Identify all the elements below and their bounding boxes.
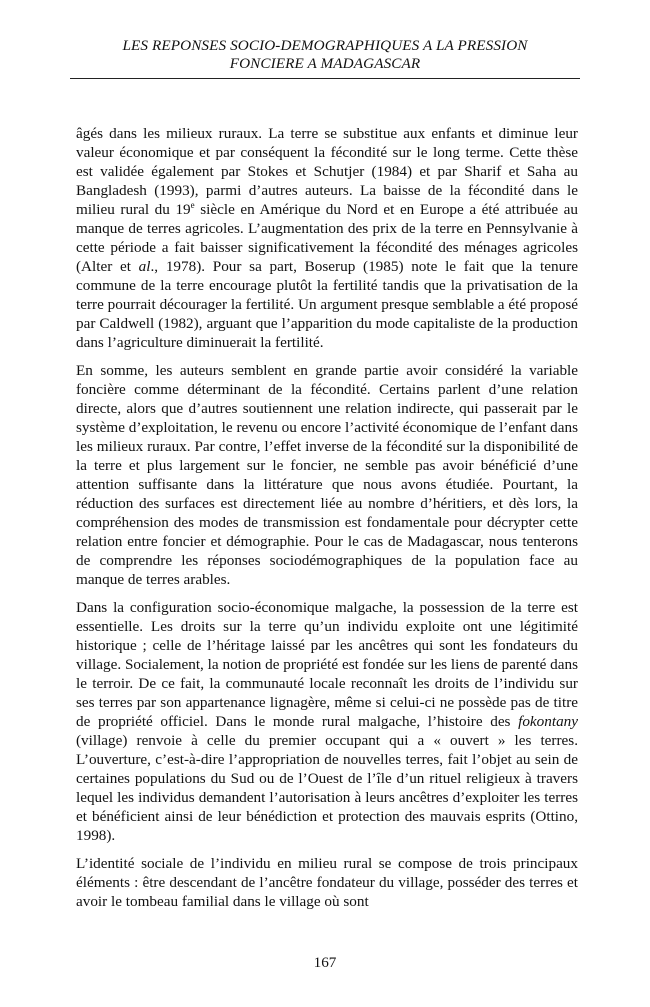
fokontany-italic: fokontany xyxy=(518,713,578,730)
paragraph-1-part-b: siècle en Amérique du Nord et en Europe a été attribuée au manque de terres agricoles. L’augmentation des prix de la terre en Pennsylvanie à cette période a fait baisser significativement la fécondité des ménages agricoles (Alter et xyxy=(76,201,578,275)
header-divider xyxy=(70,78,580,79)
paragraph-1-part-a: âgés dans les milieux ruraux. La terre se substitue aux enfants et diminue leur valeur économique et par conséquent la fécondité sur le long terme. Cette thèse est validée également par Stokes et Schutjer (1984) et par Sharif et Saha au Bangladesh (1993), parmi d’autres auteurs. La baisse de la fécondité dans le milieu rural du 19 xyxy=(76,125,578,218)
running-header-line-2: FONCIERE A MADAGASCAR xyxy=(229,55,421,72)
et-al-italic: al xyxy=(138,258,151,275)
paragraph-1-part-c: ., 1978). Pour sa part, Boserup (1985) note le fait que la tenure commune de la terre encourage plutôt la fertilité tandis que la privatisation de la terre pourrait décourager la fertilité. Un argument presque semblable a été proposé par Caldwell (1982), arguant que l’apparition du mode capitaliste de la production dans l’agriculture diminuerait la fertilité. xyxy=(76,258,578,351)
century-superscript: e xyxy=(190,200,195,210)
paragraph-3-part-a: Dans la configuration socio-économique malgache, la possession de la terre est essentielle. Les droits sur la terre qu’un individu exploite ont une légitimité historique ; celle de l’héritage laissé par les ancêtres qui sont les fondateurs du village. Socialement, la notion de propriété est fondée sur les liens de parenté dans le terroir. De ce fait, la communauté locale reconnaît les droits de l’individu sur ses terres par son appartenance lignagère, même si celui-ci ne possède pas de titre de propriété officiel. Dans le monde rural malgache, l’histoire des xyxy=(76,599,578,730)
paragraph-4: L’identité sociale de l’individu en milieu rural se compose de trois principaux éléments : être descendant de l’ancêtre fondateur du village, posséder des terres et avoir le tombeau familial dans le village où sont xyxy=(76,855,578,910)
paragraph-3 xyxy=(76,598,578,845)
body-text xyxy=(76,124,578,920)
running-header-line-1: LES REPONSES SOCIO-DEMOGRAPHIQUES A LA PRESSION xyxy=(122,37,528,54)
paragraph-3-part-b: (village) renvoie à celle du premier occupant qui a « ouvert » les terres. L’ouverture, c’est-à-dire l’appropriation de nouvelles terres, fait l’objet au sein de certaines populations du Sud ou de l’Ouest de l’île d’un rituel religieux à travers lequel les individus demandent l’autorisation à leurs ancêtres d’exploiter les terres et bénéficient ainsi de leur bénédiction et protection des mauvais esprits (Ottino, 1998). xyxy=(76,732,578,844)
paragraph-1 xyxy=(76,124,578,352)
running-header xyxy=(70,37,580,73)
paragraph-2: En somme, les auteurs semblent en grande partie avoir considéré la variable foncière comme déterminant de la fécondité. Certains parlent d’une relation directe, alors que d’autres soutiennent une relation indirecte, qui passerait par le système d’exploitation, le revenu ou encore l’activité économique de l’enfant dans les milieux ruraux. Par contre, l’effet inverse de la fécondité sur la disponibilité de la terre et plus largement sur le foncier, ne semble pas avoir bénéficié d’une attention suffisante dans la littérature que nous avons étudiée. Pourtant, la réduction des surfaces est directement liée au nombre d’héritiers, et dès lors, la compréhension des modes de transmission est fondamentale pour décrypter cette relation entre foncier et démographie. Pour le cas de Madagascar, nous tenterons de comprendre les réponses sociodémographiques de la population face au manque de terres arables. xyxy=(76,362,578,588)
page-number: 167 xyxy=(313,954,337,971)
